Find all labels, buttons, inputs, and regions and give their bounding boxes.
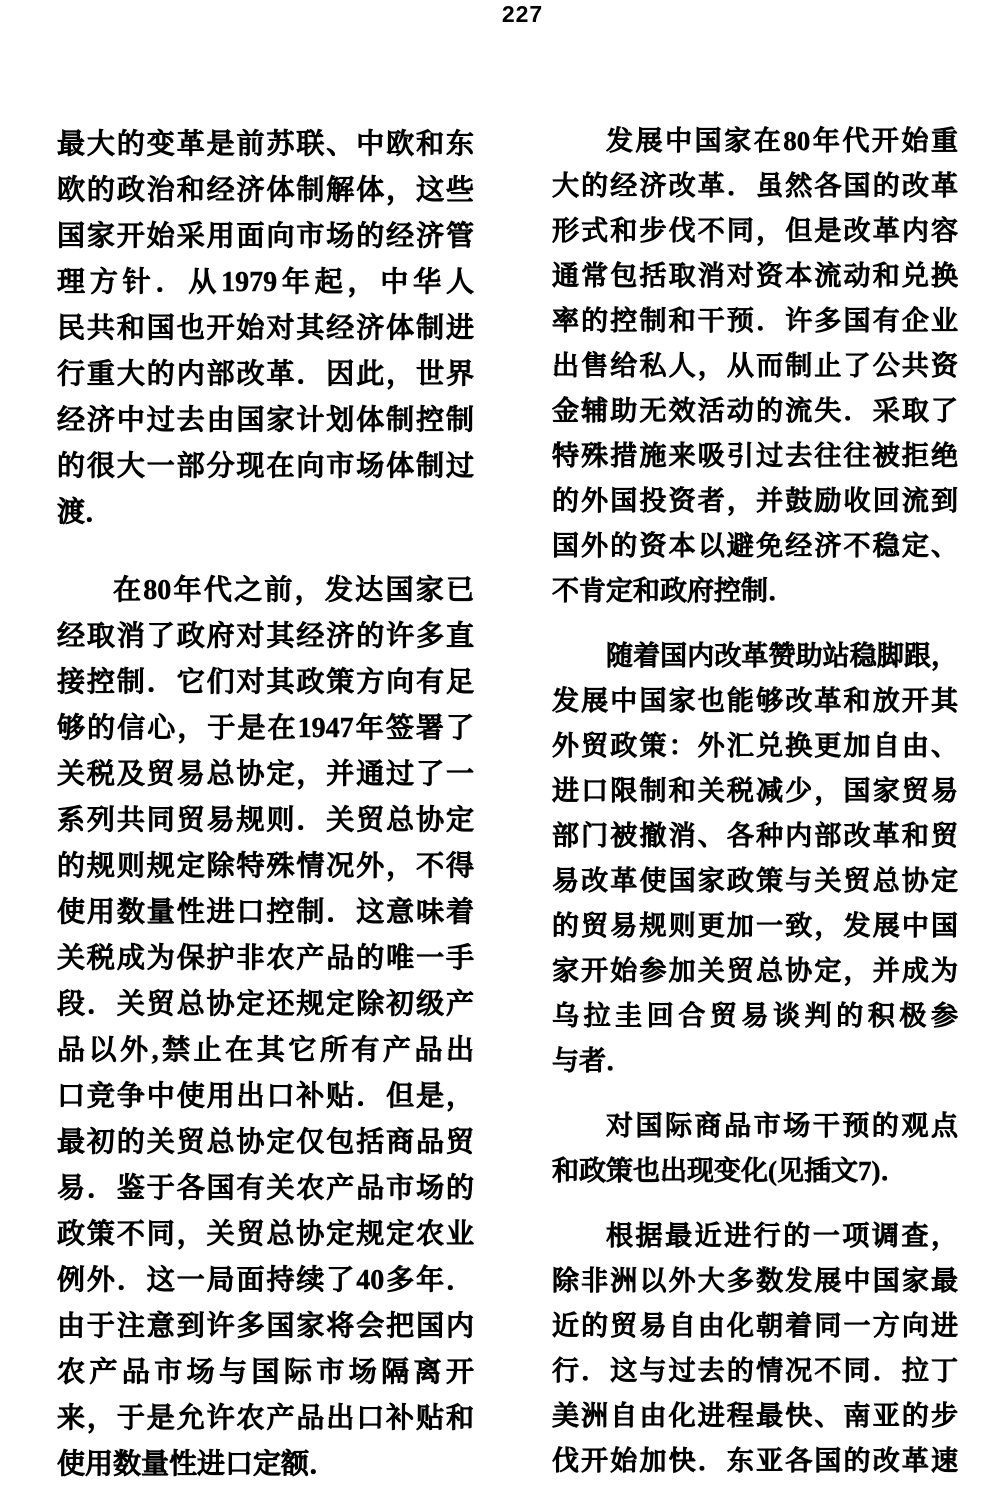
text-line: 理方针．从1979年起，中华人 xyxy=(57,267,474,298)
text-line: 的规则规定除特殊情况外，不得 xyxy=(57,851,474,882)
text-line: 近的贸易自由化朝着同一方向进 xyxy=(552,1311,958,1341)
text-line: 最大的变革是前苏联、中欧和东 xyxy=(57,129,474,160)
text-line: 国家开始采用面向市场的经济管 xyxy=(57,221,474,252)
text-line: 国外的资本以避免经济不稳定、 xyxy=(552,531,958,561)
text-column-left xyxy=(57,122,474,1488)
text-line: 随着国内改革赞助站稳脚跟， xyxy=(606,641,958,671)
text-line: 易改革使国家政策与关贸总协定 xyxy=(552,866,958,896)
text-line: 金辅助无效活动的流失．采取了 xyxy=(552,396,958,426)
text-line: 家开始参加关贸总协定，并成为 xyxy=(552,956,958,986)
text-line: 通常包括取消对资本流动和兑换 xyxy=(552,261,958,291)
text-line: 美洲自由化进程最快、南亚的步 xyxy=(552,1401,958,1431)
paragraph xyxy=(552,1214,958,1484)
text-line: 农产品市场与国际市场隔离开 xyxy=(57,1357,474,1388)
text-line: 经取消了政府对其经济的许多直 xyxy=(57,621,474,652)
text-line: 进口限制和关税减少，国家贸易 xyxy=(552,776,958,806)
text-line: 由于注意到许多国家将会把国内 xyxy=(57,1311,474,1342)
text-line: 品以外,禁止在其它所有产品出 xyxy=(57,1035,474,1066)
text-line: 根据最近进行的一项调查， xyxy=(606,1221,958,1251)
text-line: 在80年代之前，发达国家已 xyxy=(113,575,474,606)
text-line: 率的控制和干预．许多国有企业 xyxy=(552,306,958,336)
paragraph xyxy=(57,122,474,536)
text-line: 民共和国也开始对其经济体制进 xyxy=(57,313,474,344)
text-line: 段．关贸总协定还规定除初级产 xyxy=(57,989,474,1020)
text-line: 的贸易规则更加一致，发展中国 xyxy=(552,911,958,941)
text-line: 使用数量性进口定额． xyxy=(57,1449,338,1480)
text-line: 不肯定和政府控制． xyxy=(552,576,795,606)
text-line: 形式和步伐不同，但是改革内容 xyxy=(552,216,958,246)
text-line: 关税成为保护非农产品的唯一手 xyxy=(57,943,474,974)
text-line: 关税及贸易总协定，并通过了一 xyxy=(57,759,474,790)
text-line: 来，于是允许农产品出口补贴和 xyxy=(57,1403,474,1434)
text-line: 易．鉴于各国有关农产品市场的 xyxy=(57,1173,474,1204)
text-line: 接控制．它们对其政策方向有足 xyxy=(57,667,474,698)
text-line: 政策不同，关贸总协定规定农业 xyxy=(57,1219,474,1250)
page-number: 227 xyxy=(501,1,544,27)
text-line: 发展中国家在80年代开始重 xyxy=(606,126,958,156)
text-line: 欧的政治和经济体制解体，这些 xyxy=(57,175,474,206)
text-line: 伐开始加快．东亚各国的改革速 xyxy=(552,1446,958,1476)
text-line: 行．这与过去的情况不同．拉丁 xyxy=(552,1356,958,1386)
text-line: 渡． xyxy=(57,497,114,528)
text-line: 出售给私人，从而制止了公共资 xyxy=(552,351,958,381)
text-line: 的很大一部分现在向市场体制过 xyxy=(57,451,474,482)
text-line: 经济中过去由国家计划体制控制 xyxy=(57,405,474,436)
text-line: 行重大的内部改革．因此，世界 xyxy=(57,359,474,390)
text-line: 特殊措施来吸引过去往往被拒绝 xyxy=(552,441,958,471)
text-line: 部门被撤消、各种内部改革和贸 xyxy=(552,821,958,851)
text-line: 乌拉圭回合贸易谈判的积极参 xyxy=(552,1001,958,1031)
text-line: 与者． xyxy=(552,1046,633,1076)
text-column-right xyxy=(552,119,958,1484)
text-line: 大的经济改革．虽然各国的改革 xyxy=(552,171,958,201)
text-line: 例外．这一局面持续了40多年． xyxy=(57,1265,474,1296)
text-line: 系列共同贸易规则．关贸总协定 xyxy=(57,805,474,836)
paragraph xyxy=(57,568,474,1488)
paragraph xyxy=(552,634,958,1084)
paragraph xyxy=(552,1104,958,1194)
text-line: 口竞争中使用出口补贴．但是， xyxy=(57,1081,474,1112)
text-line: 够的信心，于是在1947年签署了 xyxy=(57,713,474,744)
text-line: 和政策也出现变化(见插文7)． xyxy=(552,1156,908,1186)
text-line: 使用数量性进口控制．这意味着 xyxy=(57,897,474,928)
text-line: 的外国投资者，并鼓励收回流到 xyxy=(552,486,958,516)
text-line: 外贸政策：外汇兑换更加自由、 xyxy=(552,731,958,761)
text-line: 对国际商品市场干预的观点 xyxy=(606,1111,958,1141)
paragraph xyxy=(552,119,958,614)
text-line: 最初的关贸总协定仅包括商品贸 xyxy=(57,1127,474,1158)
text-line: 发展中国家也能够改革和放开其 xyxy=(552,686,958,716)
text-line: 除非洲以外大多数发展中国家最 xyxy=(552,1266,958,1296)
